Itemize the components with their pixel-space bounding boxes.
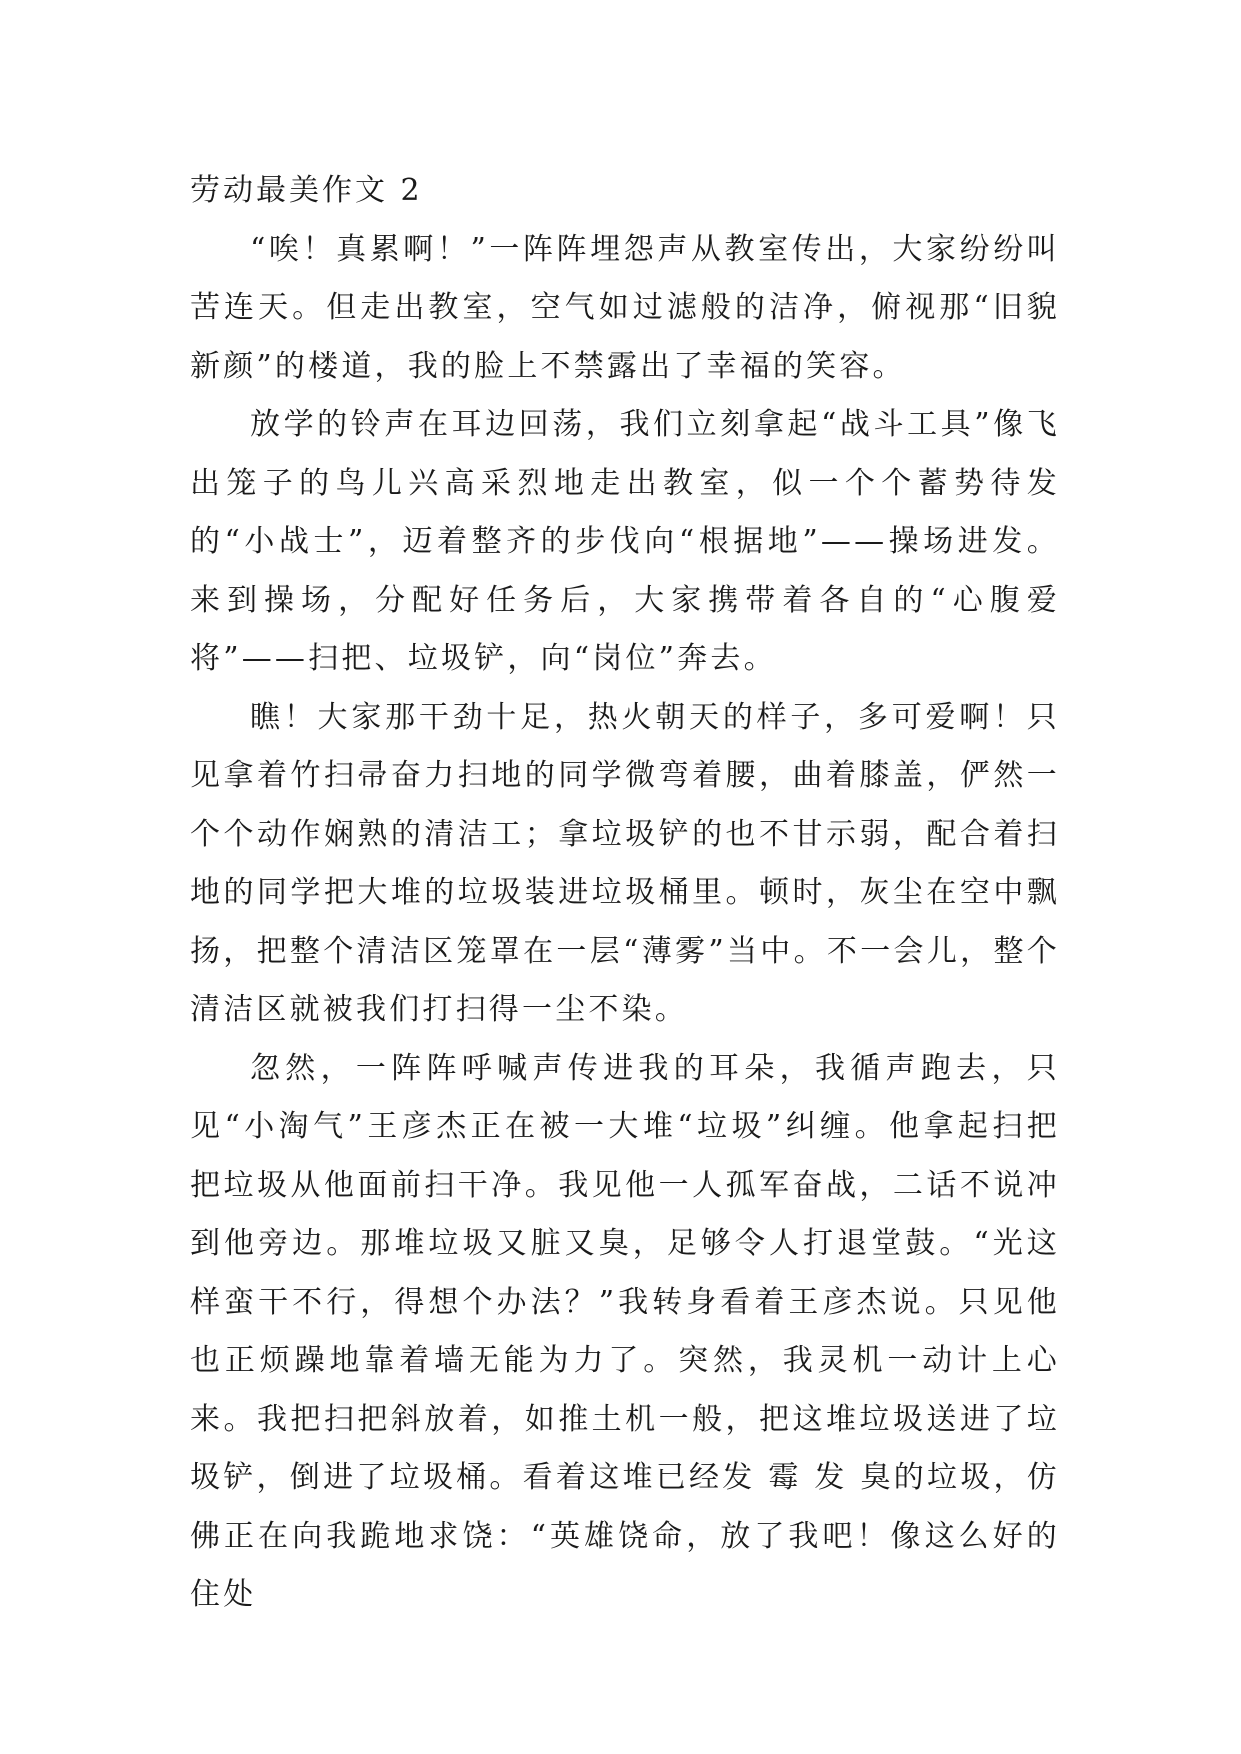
paragraph-1: “唉！真累啊！”一阵阵埋怨声从教室传出，大家纷纷叫苦连天。但走出教室，空气如过滤般的洁净，俯视那“旧貌新颜”的楼道，我的脸上不禁露出了幸福的笑容。 <box>190 231 1060 384</box>
paragraph-4: 忽然，一阵阵呼喊声传进我的耳朵，我循声跑去，只见“小淘气”王彦杰正在被一大堆“垃圾”纠缠。他拿起扫把把垃圾从他面前扫干净。我见他一人孤军奋战，二话不说冲到他旁边。那堆垃圾又脏又臭，足够令人打退堂鼓。“光这样蛮干不行，得想个办法？”我转身看着王彦杰说。只见他也正烦躁地靠着墙无能为力了。突然，我灵机一动计上心来。我把扫把斜放着，如推土机一般，把这堆垃圾送进了垃圾铲，倒进了垃圾桶。看着这堆已经发 霉 发 臭的垃圾，仿佛正在向我跪地求饶：“英雄饶命，放了我吧！像这么好的住处 <box>190 1050 1060 1612</box>
document-title: 劳动最美作文 2 <box>190 173 423 208</box>
paragraph-2: 放学的铃声在耳边回荡，我们立刻拿起“战斗工具”像飞出笼子的鸟儿兴高采烈地走出教室，似一个个蓄势待发的“小战士”，迈着整齐的步伐向“根据地”——操场进发。来到操场，分配好任务后，大家携带着各自的“心腹爱将”——扫把、垃圾铲，向“岗位”奔去。 <box>190 407 1060 676</box>
document-body <box>190 162 1060 1625</box>
paragraph-3: 瞧！大家那干劲十足，热火朝天的样子，多可爱啊！只见拿着竹扫帚奋力扫地的同学微弯着腰，曲着膝盖，俨然一个个动作娴熟的清洁工；拿垃圾铲的也不甘示弱，配合着扫地的同学把大堆的垃圾装进垃圾桶里。顿时，灰尘在空中飘扬，把整个清洁区笼罩在一层“薄雾”当中。不一会儿，整个清洁区就被我们打扫得一尘不染。 <box>190 699 1060 1027</box>
